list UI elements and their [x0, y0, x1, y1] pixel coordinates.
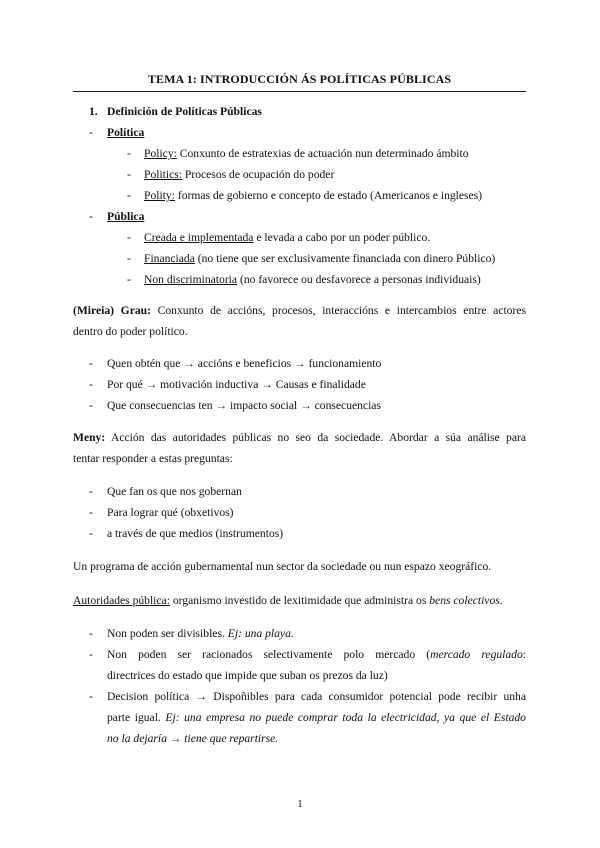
list-dash: - — [89, 485, 93, 498]
list-item: Policy: Conxunto de estratexias de actuación nun determinado ámbito — [144, 147, 469, 160]
list-item: Que fan os que nos gobernan — [107, 485, 242, 498]
list-item: Financiada (no tiene que ser exclusivamente financiada con dinero Público) — [144, 252, 496, 265]
list-item: Por qué → motivación inductiva → Causas e finalidade — [107, 378, 366, 391]
grau-paragraph-line1: (Mireia) Grau: Conxunto de accións, procesos, interaccións e intercambios entre actores — [73, 304, 526, 317]
list-dash: - — [127, 168, 131, 181]
list-item: a través de que medios (instrumentos) — [107, 527, 284, 540]
list-item: Creada e implementada e levada a cabo por un poder público. — [144, 231, 431, 244]
meny-paragraph-line1: Meny: Acción das autoridades públicas no seo da sociedade. Abordar a súa análise para — [73, 431, 526, 444]
grau-paragraph-line2: dentro do poder político. — [73, 325, 188, 338]
section-heading: Definición de Políticas Públicas — [107, 105, 262, 118]
list-item-line2: parte igual. Ej: una empresa no puede comprar toda la electricidad, ya que el Estado — [107, 711, 526, 724]
list-item: Para lograr qué (obxetivos) — [107, 506, 234, 519]
page-title: TEMA 1: INTRODUCCIÓN ÁS POLÍTICAS PÚBLICAS — [147, 72, 452, 86]
programa-paragraph: Un programa de acción gubernamental nun sector da sociedade ou nun espazo xeográfico. — [73, 560, 492, 573]
list-item: Quen obtén que → accións e beneficios → funcionamiento — [107, 357, 382, 370]
list-dash: - — [89, 648, 93, 661]
meny-paragraph-line2: tentar responder a estas preguntas: — [73, 452, 233, 465]
politica-label: Política — [107, 126, 145, 139]
list-item-line1: Non poden ser racionados selectivamente polo mercado (mercado regulado: — [107, 648, 527, 661]
list-dash: - — [127, 189, 131, 202]
page-number: 1 — [297, 798, 303, 810]
title-underline — [73, 91, 526, 92]
autoridades-paragraph: Autoridades pública: organismo investido de lexitimidade que administra os bens colectivos. — [73, 594, 503, 607]
list-dash: - — [127, 273, 131, 286]
list-dash: - — [127, 252, 131, 265]
list-item-line1: Decision política → Dispoñibles para cada consumidor potencial pode recibir unha — [107, 690, 526, 703]
list-item-line2: directrices do estado que impide que suban os prezos da luz) — [107, 669, 388, 682]
list-item: Non poden ser divisibles. Ej: una playa. — [107, 627, 294, 640]
list-item: Non discriminatoria (no favorece ou desfavorece a personas individuais) — [144, 273, 481, 286]
list-dash: - — [127, 147, 131, 160]
list-item: Que consecuencias ten → impacto social → consecuencias — [107, 399, 381, 412]
list-item: Polity: formas de gobierno e concepto de estado (Americanos e ingleses) — [144, 189, 483, 202]
list-item: Politics: Procesos de ocupación do poder — [144, 168, 335, 181]
list-dash: - — [89, 357, 93, 370]
section-number: 1. — [89, 105, 98, 118]
publica-label: Pública — [107, 210, 145, 223]
list-dash: - — [89, 378, 93, 391]
list-item-line3: no la dejaría → tiene que repartirse. — [107, 732, 279, 745]
list-dash: - — [89, 690, 93, 703]
list-dash: - — [89, 627, 93, 640]
list-dash: - — [89, 506, 93, 519]
list-dash: - — [89, 399, 93, 412]
list-dash: - — [89, 210, 93, 223]
list-dash: - — [127, 231, 131, 244]
list-dash: - — [89, 527, 93, 540]
list-dash: - — [89, 126, 93, 139]
